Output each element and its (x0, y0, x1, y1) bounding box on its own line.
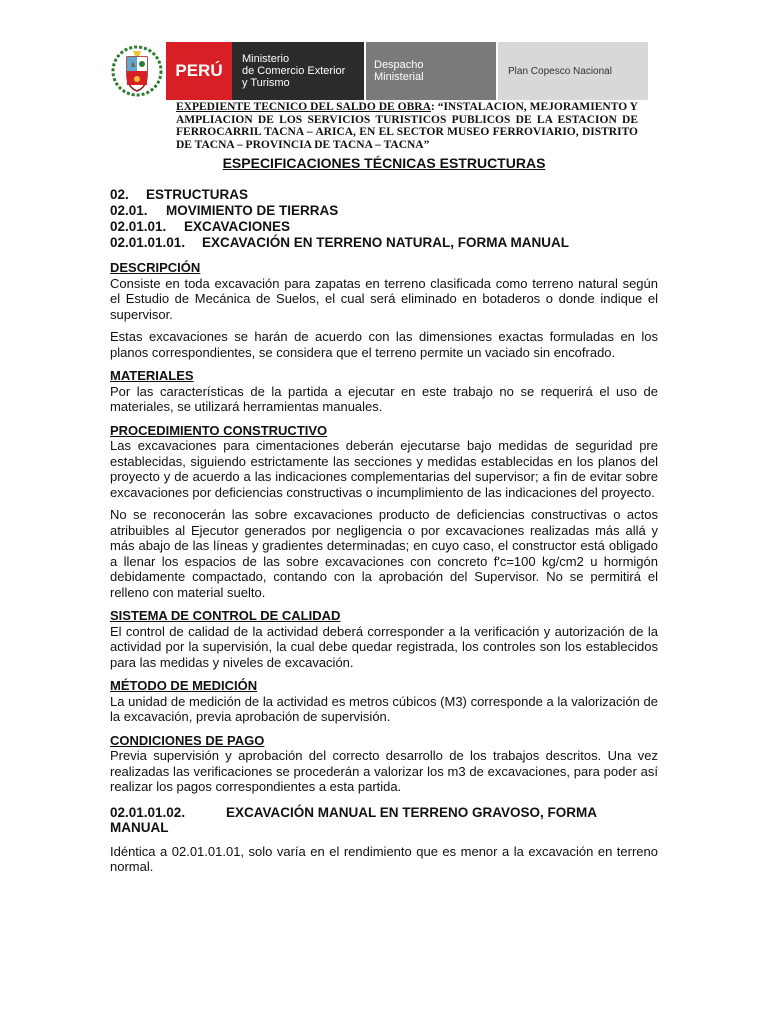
section-heading-procedimiento: PROCEDIMIENTO CONSTRUCTIVO (110, 422, 328, 438)
document-body (110, 187, 658, 875)
section-heading-condiciones-pago: CONDICIONES DE PAGO (110, 732, 265, 748)
heading-estructuras (110, 187, 658, 203)
heading-text: EXCAVACIÓN EN TERRENO NATURAL, FORMA MANUAL (202, 235, 569, 250)
section-heading-descripcion: DESCRIPCIÓN (110, 260, 201, 275)
heading-movimiento-tierras (110, 203, 658, 219)
descripcion-paragraph-2: Estas excavaciones se harán de acuerdo con las dimensiones exactas formuladas en los planos correspondientes, se considera que el terreno permite un vaciado sin encofrado. (110, 329, 658, 360)
materiales-paragraph-1: Por las características de la partida a ejecutar en este trabajo no se requerirá el uso de materiales, se utilizará herramientas manuales. (110, 383, 658, 414)
heading-text: EXCAVACIONES (184, 219, 291, 234)
coat-of-arms-icon (108, 42, 166, 100)
procedimiento-paragraph-1: Las excavaciones para cimentaciones deberán ejecutarse bajo medidas de seguridad pre establecidas, siguiendo estrictamente las secciones y medidas establecidas en los planos del proyecto y de acuerdo a las indicaciones complementarias del supervisor; a fin de evitar sobre excavaciones por deficiencias constructivas o incumplimiento de las indicaciones del proyecto. (110, 438, 658, 500)
despacho-block (366, 42, 496, 100)
expediente-lead: EXPEDIENTE TECNICO DEL SALDO DE OBRA (176, 101, 431, 113)
ministerio-block (232, 42, 364, 100)
despacho-line-2: Ministerial (374, 71, 424, 83)
procedimiento-paragraph-2: No se reconocerán las sobre excavaciones producto de deficiencias constructivas o actos atribuibles al Ejecutor generados por negligencia o por excavaciones realizadas más allá y más abajo de las líneas y gradientes determinadas; en cuyo caso, el constructor está obligado a llenar los espacios de las sobre excavaciones con concreto f'c=100 kg/cm2 u hormigón debidamente compactado, contando con la aprobación del Supervisor. No se permitirá el relleno con material suelto. (110, 507, 658, 600)
heading-number: 02.01.01.01. (110, 235, 186, 250)
peru-logo-block: PERÚ (166, 42, 232, 100)
plan-copesco-block: Plan Copesco Nacional (498, 42, 648, 100)
page-title: ESPECIFICACIONES TÉCNICAS ESTRUCTURAS (222, 155, 546, 171)
heading-excavaciones (110, 219, 658, 235)
ministerio-line-3: y Turismo (242, 77, 290, 89)
heading-number: 02.01. (110, 203, 148, 218)
heading-text: ESTRUCTURAS (146, 187, 249, 202)
heading-number: 02.01.01. (110, 219, 167, 234)
header-banner (108, 42, 648, 100)
section-heading-metodo-medicion: MÉTODO DE MEDICIÓN (110, 678, 258, 693)
section-heading-materiales: MATERIALES (110, 368, 194, 383)
ministerio-line-2: de Comercio Exterior (242, 65, 346, 77)
heading-text: MOVIMIENTO DE TIERRAS (166, 203, 339, 218)
expediente-header (176, 101, 638, 151)
heading-number: 02.01.01.02. (110, 804, 186, 820)
pago-paragraph-1: Previa supervisión y aprobación del correcto desarrollo de los trabajos descritos. Una vez realizadas las verificaciones se procederán a valorizar los m3 de excavaciones, para poder así realizar los pagos correspondientes a esta partida. (110, 748, 658, 794)
heading-excavacion-terreno-gravoso (110, 805, 658, 836)
gravoso-paragraph-1: Idéntica a 02.01.01.01, solo varía en el rendimiento que es menor a la excavación en terreno normal. (110, 843, 658, 874)
heading-number: 02. (110, 187, 129, 202)
section-heading-control-calidad: SISTEMA DE CONTROL DE CALIDAD (110, 608, 341, 623)
ministerio-line-1: Ministerio (242, 53, 290, 65)
expediente-rest: : “INSTALACION, MEJORAMIENTO Y AMPLIACION DE LOS SERVICIOS TURISTICOS PUBLICOS DE LA ESTACION DE FERROCARRIL TACNA – ARICA, EN EL SECTOR MUSEO FERROVIARIO, DISTRITO DE TACNA – PROVINCIA DE TACNA – TACNA” (176, 101, 638, 151)
heading-text: EXCAVACIÓN MANUAL EN TERRENO GRAVOSO, FORMA MANUAL (110, 804, 597, 835)
control-paragraph-1: El control de calidad de la actividad deberá corresponder a la verificación y autorización de la actividad por la supervisión, la cual debe quedar registrada, los controles son los establecidos para las medidas y niveles de excavación. (110, 623, 658, 670)
heading-excavacion-terreno-natural (110, 235, 658, 251)
medicion-paragraph-1: La unidad de medición de la actividad es metros cúbicos (M3) corresponde a la valorización de la excavación, previa aprobación de supervisión. (110, 693, 658, 724)
descripcion-paragraph-1: Consiste en toda excavación para zapatas en terreno clasificada como terreno natural según el Estudio de Mecánica de Suelos, el cual será eliminado en botaderos o donde indique el supervisor. (110, 275, 658, 322)
despacho-line-1: Despacho (374, 59, 424, 71)
